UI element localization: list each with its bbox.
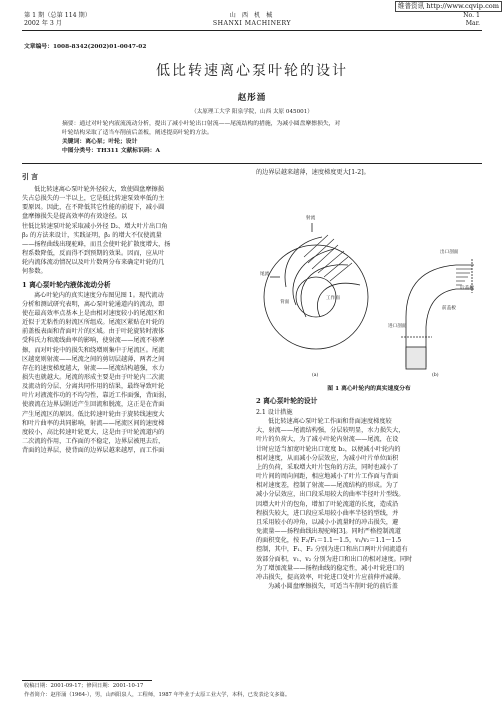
backface-label: 背面 bbox=[280, 300, 290, 306]
section21-heading: 2.1 设计措施 bbox=[256, 409, 293, 417]
blade-curve bbox=[301, 265, 348, 317]
text-line: 程损失较大，进口段应采用较小曲率半径的型线，并 bbox=[256, 509, 399, 517]
text-line: 叶片的负荷大，为了减小叶轮内射流——尾流，在设 bbox=[256, 436, 399, 444]
volume-number: No. 1 bbox=[463, 12, 480, 19]
watermark-label: 维普资讯 http://www.cqvip.com bbox=[395, 1, 502, 12]
text-line: 和叶片曲率的共同影响，射流——尾流区间的速度梯 bbox=[22, 419, 165, 427]
journal-name bbox=[0, 12, 504, 27]
text-line: 轮内流体流动情况以及叶片数两分布来确定叶轮的几 bbox=[22, 259, 165, 267]
text-line: 因增大叶片的包角，增加了叶轮流道的长度，造成沿 bbox=[256, 500, 399, 508]
figure-1 bbox=[256, 177, 482, 381]
volume-info bbox=[463, 12, 480, 27]
text-line: 二次流的作用，工作面的不稳定，边界层被甩去后， bbox=[22, 438, 165, 446]
velocity-arrows bbox=[304, 235, 352, 281]
subfigure-b-label: (b) bbox=[432, 373, 439, 379]
text-line: 存在的速度梯度越大，射流——尾流结构越强，水力 bbox=[22, 364, 165, 372]
text-line: 要原因。因此，在不降低其它性能的前提下，减小圆 bbox=[22, 204, 165, 212]
text-line: 使液流在边界层附近产生回流和脱流，这正是在背面 bbox=[22, 401, 165, 409]
author-name: 赵彤涌 bbox=[237, 93, 267, 103]
wake-label: 尾流 bbox=[260, 272, 270, 278]
keywords: 关键词：离心泵；叶轮；设计 bbox=[62, 139, 138, 145]
inlet-section-label: 进口剖面 bbox=[388, 324, 407, 330]
subfigure-a-label: (a) bbox=[312, 373, 319, 379]
workface-label: 工作面 bbox=[326, 296, 340, 302]
abstract-line: 叶轮结构采取了适当车削前后盖板，阐述提高叶轮的方法。 bbox=[62, 130, 213, 136]
header-rule bbox=[22, 30, 482, 31]
journal-name-cn: 山 西 机 械 bbox=[229, 12, 275, 19]
text-line: 背面的边界层，使背面的边界层越来越厚，而工作面 bbox=[22, 447, 165, 455]
text-line: 且采用较小的冲角，以减小小流量时的冲击损失，避 bbox=[256, 518, 399, 526]
text-line: 程系数降低，反而得不到预期的效果。因而，应从叶 bbox=[22, 250, 165, 258]
text-line: 往低比转速泵叶轮采取减小外径 D₂、增大叶片出口角 bbox=[22, 222, 168, 230]
section1-heading: 1 离心泵叶轮内液体流动分析 bbox=[22, 280, 111, 289]
text-line: β₂ 的方法来设计，实践证明，β₂ 的增大不仅使流量 bbox=[22, 231, 162, 239]
intro-heading: 引 言 bbox=[22, 173, 38, 181]
figure-caption: 图 1 离心叶轮内的真实速度分布 bbox=[327, 386, 411, 393]
outlet-velocity-arrows bbox=[456, 269, 472, 285]
text-line: 的面积变化，按 F₂/F₁＝1.1～1.5，v₁/v₂＝1.1～1.5 bbox=[256, 537, 402, 545]
text-line: 大，射流——尾流结构强，分层较明显，水力损失大， bbox=[256, 427, 405, 435]
text-line: 低比转速离心泵叶轮外径较大，致使圆盘摩擦损 bbox=[34, 186, 164, 193]
intro-paragraph bbox=[22, 185, 247, 277]
text-line: 相对速度，从而减小分层效应，为减小叶片单位面积 bbox=[256, 454, 399, 462]
text-line: 使在最高效率点基本上是由相对速度较小的尾流区和 bbox=[22, 309, 165, 317]
footnote-rule bbox=[22, 680, 152, 681]
text-line: 免流量——扬程曲线出现驼峰[3]。同时严格控制流道 bbox=[256, 528, 401, 536]
abstract-rule bbox=[22, 163, 482, 164]
text-line: 损失也就越大。尾流的形成主要是由于叶轮内二次流 bbox=[22, 373, 165, 381]
text-line: 为减小圆盘摩擦损失，可适当车削叶轮的前后盖 bbox=[268, 582, 398, 590]
classification: 中图分类号：TH311 文献标识码：A bbox=[62, 148, 160, 154]
text-line: 上的负荷，采取增大叶片包角的方法，同时也减小了 bbox=[256, 463, 399, 471]
text-line: 擦，而对叶轮中的损失和绕增则集中于尾流区。尾流 bbox=[22, 346, 165, 354]
blade-curve bbox=[285, 237, 322, 287]
volume-month: Mar. bbox=[465, 19, 480, 27]
text-line: 离心叶轮内的真实速度分布图见图 1。现代流动 bbox=[34, 291, 164, 299]
journal-name-en: SHANXI MACHINERY bbox=[212, 19, 292, 27]
front-cover-label: 前盖板 bbox=[442, 306, 456, 312]
issue-date: 2002 年 3 月 bbox=[24, 19, 62, 27]
left-column bbox=[22, 168, 247, 455]
text-line: 减小分层效应，出口段采用较大的曲率半径叶片型线。 bbox=[256, 491, 405, 499]
impeller-diagram bbox=[256, 177, 482, 381]
impeller-front-view bbox=[264, 223, 368, 349]
text-line: ——扬程曲线出现驼峰，而且会使叶轮扩散度增大，扬 bbox=[22, 240, 171, 248]
text-line: 失占总损失的一半以上，它是低比转速泵效率低的主 bbox=[22, 195, 165, 203]
section2-heading: 2 离心泵叶轮的设计 bbox=[256, 397, 318, 406]
section1-paragraph bbox=[22, 291, 247, 456]
front-cover-line bbox=[426, 289, 474, 367]
right-top-line: 的边界层越来越薄，速度梯度更大[1-2]。 bbox=[256, 169, 370, 176]
impeller-outer-circle bbox=[264, 245, 368, 349]
text-line: 产生尾流区的原因。低比转速叶轮由于旋转线速度大 bbox=[22, 410, 165, 418]
right-column bbox=[256, 168, 482, 591]
article-number: 文章编号：1008-8342(2002)01-0047-02 bbox=[24, 44, 147, 50]
text-line: 前盖板表面和背面叶片的区域。由于叶轮旋转时液体 bbox=[22, 328, 165, 336]
text-line: 区越宽则射流——尾流之间的剪切层越薄，两者之间 bbox=[22, 355, 165, 363]
abstract-line: 摘要：通过对叶轮内液流流动分析，提出了减小叶轮出口射流——尾流结构的措施，为减小圆盘摩擦损失，对 bbox=[62, 121, 341, 127]
text-line: 控制，其中，F₁、F₂ 分别为进口和出口两叶片间流道有 bbox=[256, 546, 408, 554]
jet-label: 射流 bbox=[306, 216, 316, 222]
text-line: 冲击损失，提高效率，叶轮进口处叶片应前伸并减薄。 bbox=[256, 573, 405, 581]
text-line: 叶片间的周向间距，相应地减小了叶片工作面与背面 bbox=[256, 473, 399, 481]
issue-number: 第 1 期（总第 114 期） bbox=[24, 12, 91, 19]
text-line: 及流动的分层、分离共同作用的结果，最终导致叶轮 bbox=[22, 383, 165, 391]
author-affiliation: （太原理工大学 阳泉学院，山西 太原 045001） bbox=[191, 109, 313, 115]
text-line: 叶片对液流作功的不均匀性，靠近工作面强，背面弱， bbox=[22, 392, 171, 400]
inlet-block bbox=[406, 347, 426, 369]
text-line: 效部分面积，v₁、v₂ 分别为进口和出口的相对速度。同时 bbox=[256, 555, 413, 563]
section2-paragraph bbox=[256, 417, 482, 591]
rear-cover-label: 后盖板 bbox=[460, 286, 474, 292]
received-date: 收稿日期：2001-09-17；修回日期：2001-10-17 bbox=[24, 683, 144, 689]
text-line: 分析和测试研究表明，离心泵叶轮通道内的流动，即 bbox=[22, 300, 165, 308]
outlet-section-label: 出口剖面 bbox=[440, 250, 459, 256]
text-line: 度较小，高比转速叶轮更大，这是由于叶轮流道内的 bbox=[22, 428, 165, 436]
text-line: 计时应适当加宽叶轮出口宽度 b₂，以便减小叶轮内的 bbox=[256, 445, 401, 453]
author-bio: 作者简介：赵彤涌（1964-），男，山西阳泉人，工程师，1987 年毕业于太原工业大学，本科，已发表论文多篇。 bbox=[24, 692, 291, 698]
text-line: 为了增加流量——扬程曲线的稳定性，减小叶轮进口的 bbox=[256, 564, 405, 572]
text-line: 近似于无粘性的射流区所组成。尾流区紧贴在叶轮的 bbox=[22, 319, 165, 327]
text-line: 盘摩擦损失是提高效率的有效途径。以 bbox=[22, 213, 128, 221]
abstract bbox=[62, 120, 462, 156]
text-line: 低比转速离心泵叶轮工作面和背面速度梯度较 bbox=[268, 418, 392, 426]
text-line: 何参数。 bbox=[22, 268, 47, 276]
text-line: 相对速度差，控制了射流——尾流结构的形成。为了 bbox=[256, 482, 399, 490]
article-title: 低比转速离心泵叶轮的设计 bbox=[156, 63, 348, 79]
impeller-meridional-view bbox=[401, 259, 474, 369]
text-line: 受科氏力和流线曲率的影响，使射流——尾流不移摩 bbox=[22, 337, 165, 345]
